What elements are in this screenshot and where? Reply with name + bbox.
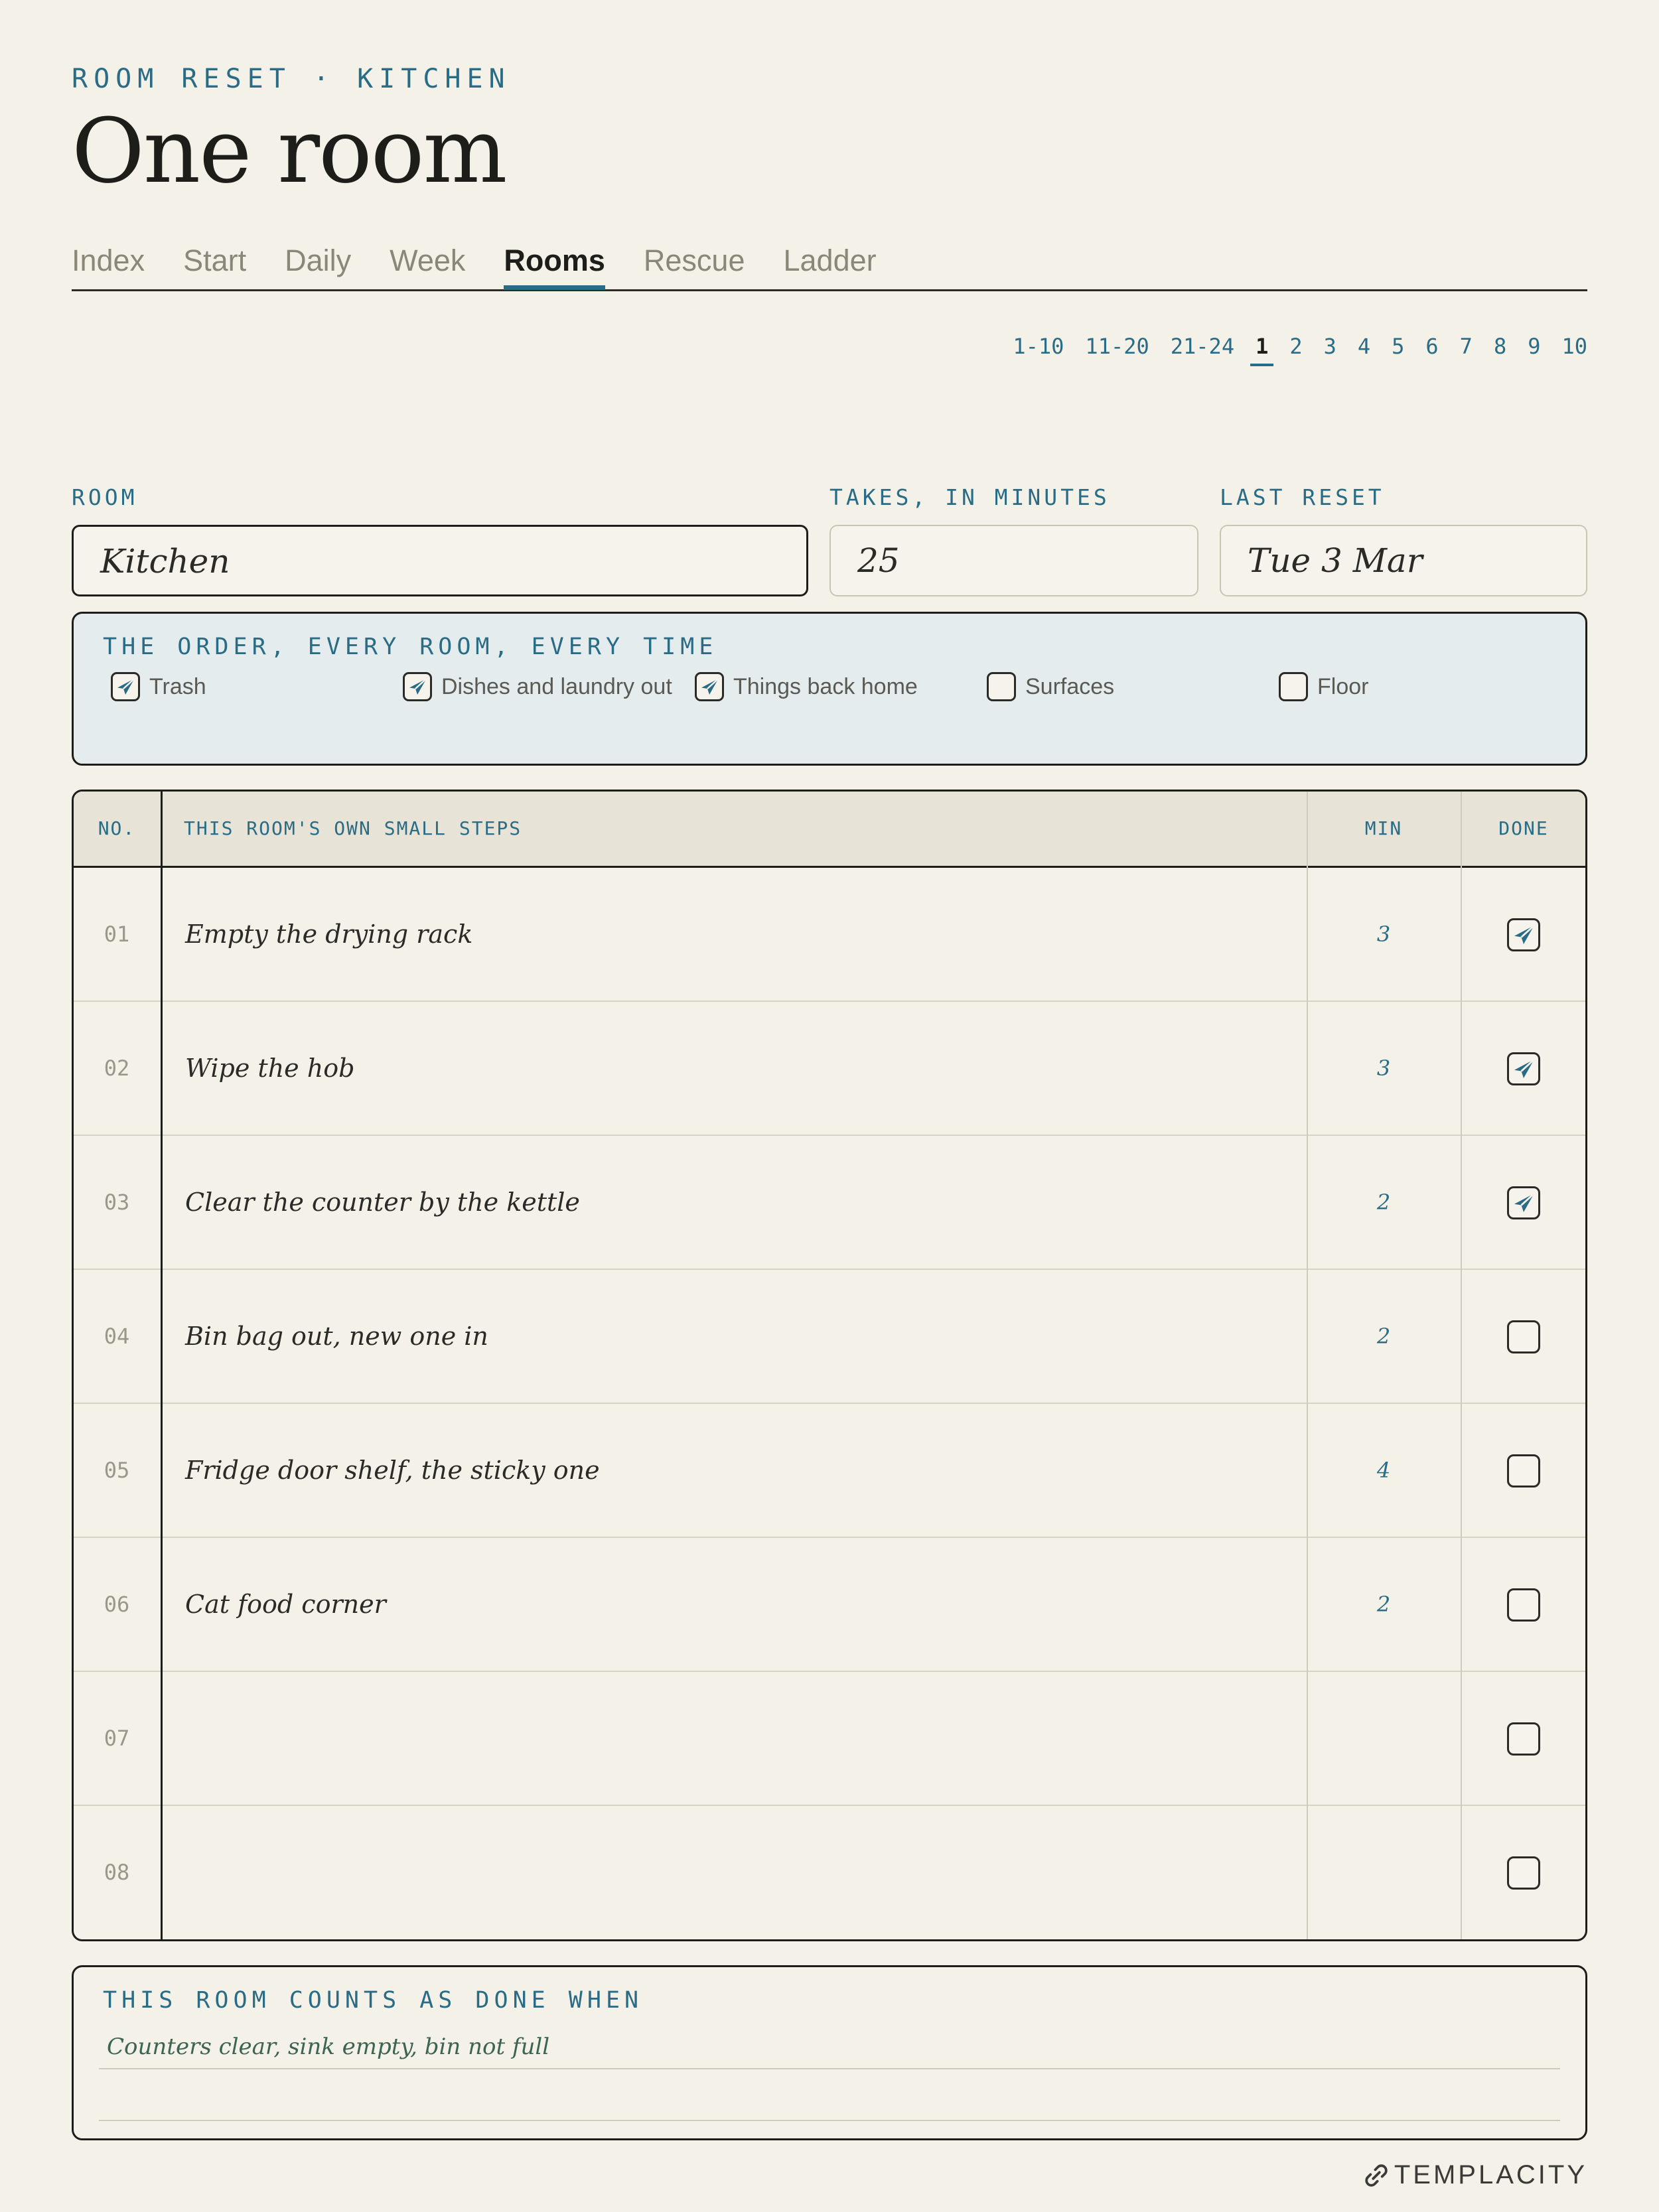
done-when-text[interactable]: Counters clear, sink empty, bin not full bbox=[107, 2034, 550, 2060]
check-mark-icon bbox=[113, 675, 137, 699]
table-body bbox=[74, 868, 1585, 1939]
takes-label: TAKES, IN MINUTES bbox=[830, 484, 1110, 510]
check-mark-icon bbox=[1510, 1055, 1538, 1083]
step-minutes[interactable]: 3 bbox=[1376, 922, 1391, 947]
row-number: 01 bbox=[104, 922, 130, 947]
steps-table bbox=[72, 790, 1587, 1941]
col-divider bbox=[1461, 792, 1462, 1939]
table-row bbox=[74, 1672, 1585, 1806]
order-item-label: Floor bbox=[1317, 673, 1369, 699]
pager-range-link[interactable]: 11-20 bbox=[1085, 334, 1149, 359]
order-checkbox[interactable] bbox=[403, 672, 432, 701]
page-pager bbox=[991, 330, 1587, 362]
order-item[interactable] bbox=[695, 672, 918, 701]
col-min-header: MIN bbox=[1364, 817, 1403, 839]
order-checkbox[interactable] bbox=[111, 672, 140, 701]
done-cell bbox=[1507, 1454, 1540, 1491]
tab-start[interactable]: Start bbox=[183, 243, 247, 277]
step-minutes[interactable]: 2 bbox=[1376, 1324, 1391, 1349]
col-steps-header: THIS ROOM'S OWN SMALL STEPS bbox=[184, 817, 522, 839]
pager-page-link[interactable]: 10 bbox=[1561, 334, 1587, 359]
pager-page-link[interactable]: 4 bbox=[1357, 334, 1371, 359]
tab-bar bbox=[72, 240, 1587, 291]
col-no-header: NO. bbox=[98, 817, 136, 839]
pager-range-link[interactable]: 21-24 bbox=[1170, 334, 1235, 359]
done-cell bbox=[1507, 1186, 1540, 1220]
check-mark-icon bbox=[1510, 921, 1538, 949]
check-mark-icon bbox=[405, 675, 429, 699]
step-text[interactable]: Bin bag out, new one in bbox=[185, 1322, 488, 1351]
order-item-label: Dishes and laundry out bbox=[441, 673, 672, 699]
order-item-label: Things back home bbox=[733, 673, 918, 699]
table-header bbox=[74, 792, 1585, 868]
row-number: 06 bbox=[104, 1592, 130, 1617]
page-title: One room bbox=[72, 100, 506, 203]
done-when-title: THIS ROOM COUNTS AS DONE WHEN bbox=[103, 1987, 644, 2014]
done-cell bbox=[1507, 1052, 1540, 1086]
write-line bbox=[99, 2120, 1560, 2121]
done-cell bbox=[1507, 1588, 1540, 1625]
order-box bbox=[72, 612, 1587, 766]
col-done-header: DONE bbox=[1498, 817, 1549, 839]
pager-page-link[interactable]: 9 bbox=[1528, 334, 1541, 359]
pager-page-link[interactable]: 2 bbox=[1289, 334, 1303, 359]
done-checkbox[interactable] bbox=[1507, 1856, 1540, 1890]
order-item[interactable] bbox=[987, 672, 1114, 701]
step-text[interactable]: Cat food corner bbox=[185, 1590, 386, 1619]
page-eyebrow: ROOM RESET · KITCHEN bbox=[72, 64, 511, 94]
done-checkbox[interactable] bbox=[1507, 1722, 1540, 1756]
table-row bbox=[74, 1270, 1585, 1404]
order-checkbox[interactable] bbox=[1279, 672, 1308, 701]
step-minutes[interactable]: 2 bbox=[1376, 1190, 1391, 1215]
order-checkbox[interactable] bbox=[987, 672, 1016, 701]
step-minutes[interactable]: 4 bbox=[1376, 1458, 1391, 1483]
tab-rooms[interactable]: Rooms bbox=[504, 240, 605, 287]
row-number: 04 bbox=[104, 1324, 130, 1349]
tab-rescue[interactable]: Rescue bbox=[643, 243, 745, 277]
tab-daily[interactable]: Daily bbox=[285, 243, 352, 277]
step-text[interactable]: Empty the drying rack bbox=[185, 920, 473, 949]
table-row bbox=[74, 1002, 1585, 1136]
row-number: 02 bbox=[104, 1056, 130, 1081]
write-line bbox=[99, 2068, 1560, 2069]
order-title: THE ORDER, EVERY ROOM, EVERY TIME bbox=[103, 634, 718, 660]
pager-range-link[interactable]: 1-10 bbox=[1013, 334, 1064, 359]
row-number: 08 bbox=[104, 1860, 130, 1885]
pager-page-link[interactable]: 6 bbox=[1425, 334, 1439, 359]
order-item[interactable] bbox=[111, 672, 206, 701]
link-icon bbox=[1364, 2163, 1389, 2188]
table-row bbox=[74, 1538, 1585, 1672]
pager-page-link[interactable]: 3 bbox=[1323, 334, 1336, 359]
room-field[interactable]: Kitchen bbox=[72, 525, 808, 596]
room-label: ROOM bbox=[72, 484, 138, 510]
step-minutes[interactable]: 2 bbox=[1376, 1592, 1391, 1617]
table-row bbox=[74, 1404, 1585, 1538]
order-item[interactable] bbox=[1279, 672, 1368, 701]
pager-page-link[interactable]: 7 bbox=[1459, 334, 1473, 359]
step-text[interactable]: Wipe the hob bbox=[185, 1054, 355, 1083]
table-row bbox=[74, 1136, 1585, 1270]
last-reset-label: LAST RESET bbox=[1220, 484, 1385, 510]
takes-field[interactable]: 25 bbox=[830, 525, 1198, 596]
order-item[interactable] bbox=[403, 672, 672, 701]
done-checkbox[interactable] bbox=[1507, 1454, 1540, 1487]
table-row bbox=[74, 1806, 1585, 1939]
row-number: 05 bbox=[104, 1458, 130, 1483]
done-when-box bbox=[72, 1965, 1587, 2140]
brand-name: TEMPLACITY bbox=[1394, 2160, 1587, 2189]
check-mark-icon bbox=[697, 675, 721, 699]
pager-page-link[interactable]: 1 bbox=[1256, 330, 1268, 362]
done-cell bbox=[1507, 918, 1540, 952]
step-text[interactable]: Clear the counter by the kettle bbox=[185, 1188, 580, 1217]
done-cell bbox=[1507, 1722, 1540, 1759]
done-checkbox[interactable] bbox=[1507, 1052, 1540, 1085]
brand-logo bbox=[1364, 2160, 1587, 2190]
row-number: 07 bbox=[104, 1726, 130, 1751]
tab-index[interactable]: Index bbox=[72, 243, 145, 277]
check-mark-icon bbox=[1510, 1189, 1538, 1217]
col-divider bbox=[1307, 792, 1308, 1939]
order-item-label: Surfaces bbox=[1025, 673, 1115, 699]
done-checkbox[interactable] bbox=[1507, 1588, 1540, 1622]
done-checkbox[interactable] bbox=[1507, 1320, 1540, 1353]
tab-ladder[interactable]: Ladder bbox=[783, 243, 877, 277]
col-divider bbox=[161, 792, 163, 1939]
tab-week[interactable]: Week bbox=[390, 243, 466, 277]
table-row bbox=[74, 868, 1585, 1002]
done-checkbox[interactable] bbox=[1507, 918, 1540, 951]
pager-page-link[interactable]: 8 bbox=[1493, 334, 1507, 359]
last-reset-field[interactable]: Tue 3 Mar bbox=[1220, 525, 1587, 596]
step-text[interactable]: Fridge door shelf, the sticky one bbox=[185, 1456, 600, 1485]
order-item-label: Trash bbox=[149, 673, 206, 699]
pager-page-link[interactable]: 5 bbox=[1392, 334, 1405, 359]
done-cell bbox=[1507, 1856, 1540, 1893]
row-number: 03 bbox=[104, 1190, 130, 1215]
done-cell bbox=[1507, 1320, 1540, 1357]
step-minutes[interactable]: 3 bbox=[1376, 1056, 1391, 1081]
done-checkbox[interactable] bbox=[1507, 1186, 1540, 1219]
order-checkbox[interactable] bbox=[695, 672, 724, 701]
